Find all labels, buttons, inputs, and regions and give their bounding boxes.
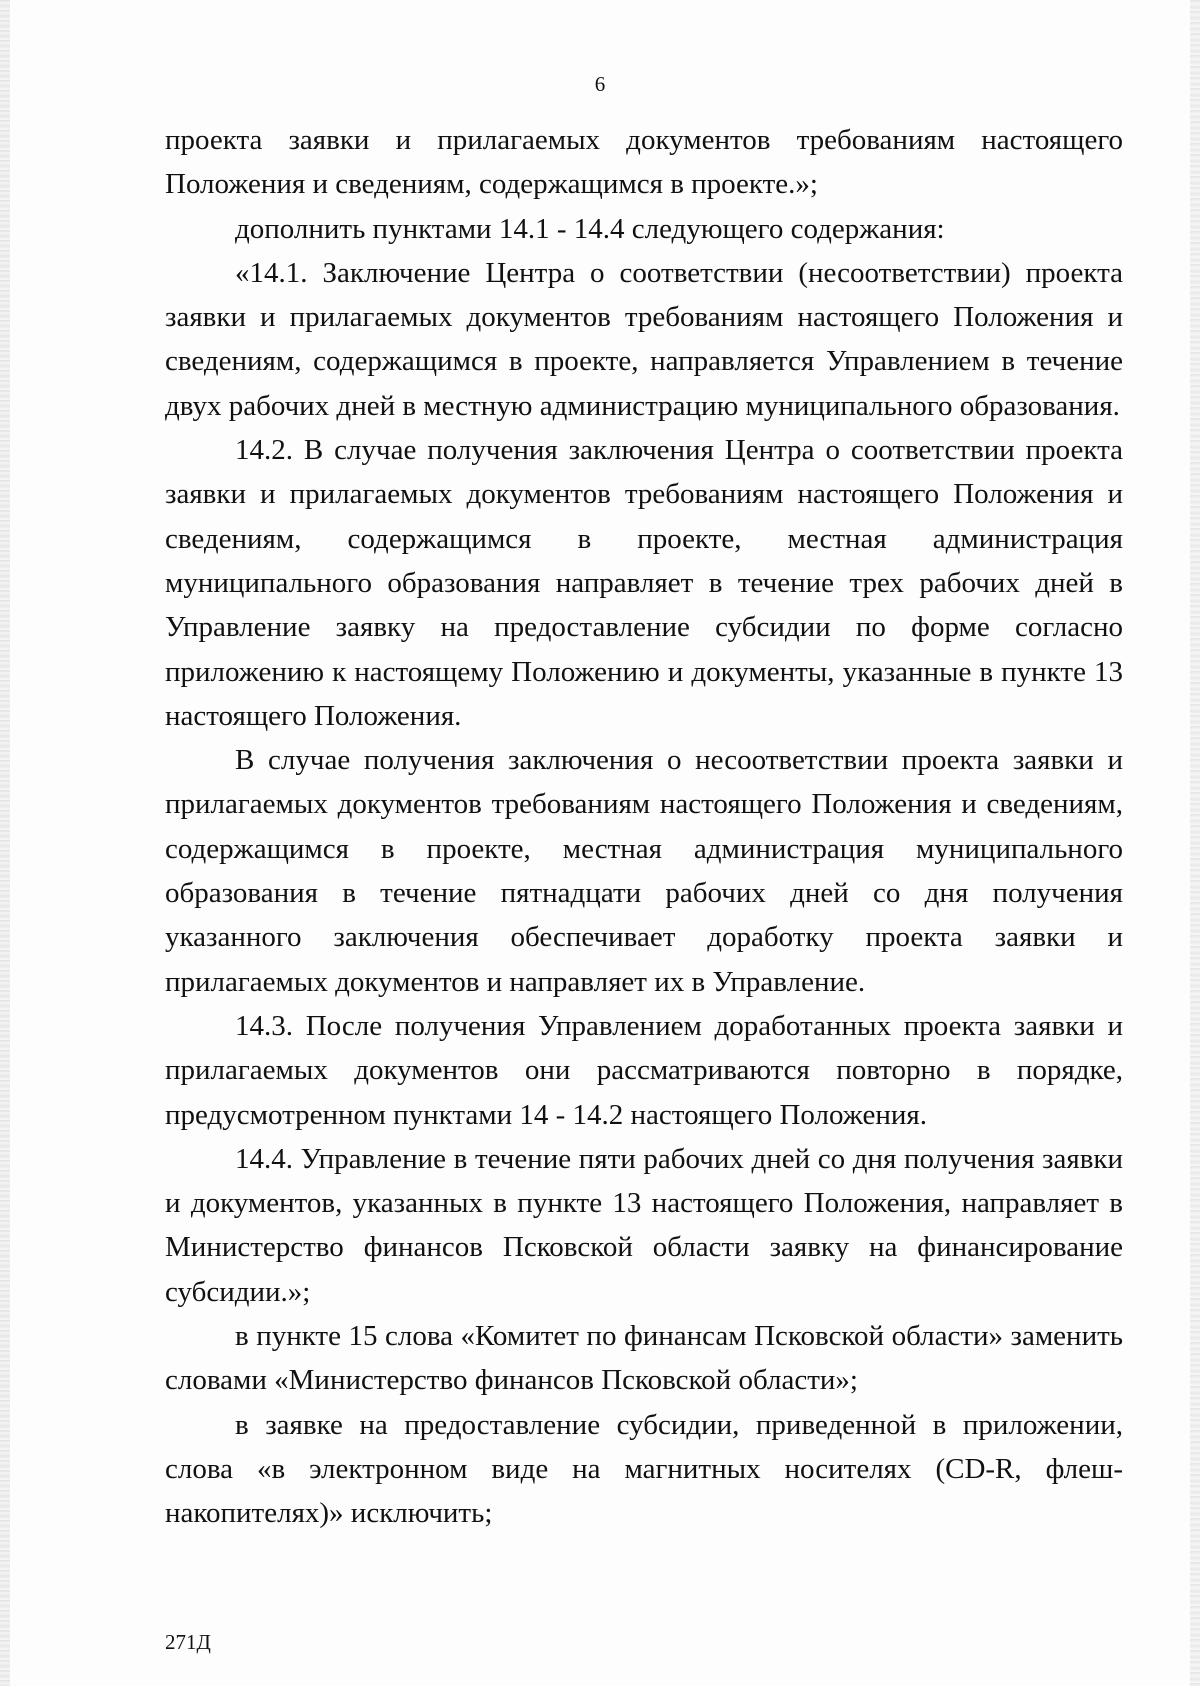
scan-right-edge	[1190, 0, 1200, 1686]
paragraph-14-3: 14.3. После получения Управлением доработанных проекта заявки и прилагаемых документов они рассматриваются повторно в порядке, предусмотренном пунктами 14 - 14.2 настоящего Положения.	[165, 1009, 1123, 1131]
paragraph-continuation: проекта заявки и прилагаемых документов требованиям настоящего Положения и сведениям, содержащимся в проекте.»;	[165, 124, 1123, 201]
page-number: 6	[594, 72, 606, 96]
paragraph-14-1: «14.1. Заключение Центра о соответствии (несоответствии) проекта заявки и прилагаемых документов требованиям настоящего Положения и сведениям, содержащимся в проекте, направляется Управлением в течение двух рабочих дней в местную администрацию муниципального образования.	[165, 256, 1123, 422]
paragraph-14-4: 14.4. Управление в течение пяти рабочих дней со дня получения заявки и документов, указанных в пункте 13 настоящего Положения, направляет в Министерство финансов Псковской области заявку на финансирование субсидии.»;	[165, 1142, 1123, 1308]
paragraph-14-2-nonconformity: В случае получения заключения о несоответствии проекта заявки и прилагаемых документов требованиям настоящего Положения и сведениям, содержащимся в проекте, местная администрация муниципального образования в течение пятнадцати рабочих дней со дня получения указанного заключения обеспечивает доработку проекта заявки и прилагаемых документов и направляет их в Управление.	[165, 744, 1123, 998]
paragraph-amendment-intro: дополнить пунктами 14.1 - 14.4 следующего содержания:	[235, 212, 945, 245]
document-body	[165, 118, 1123, 1536]
paragraph-item-15: в пункте 15 слова «Комитет по финансам Псковской области» заменить словами «Министерство финансов Псковской области»;	[165, 1320, 1123, 1397]
scan-left-edge	[0, 0, 10, 1686]
paragraph-application-form: в заявке на предоставление субсидии, приведенной в приложении, слова «в электронном виде на магнитных носителях (CD-R, флеш-накопителях)» исключить;	[165, 1408, 1123, 1530]
paragraph-14-2: 14.2. В случае получения заключения Центра о соответствии проекта заявки и прилагаемых документов требованиям настоящего Положения и сведениям, содержащимся в проекте, местная администрация муниципального образования направляет в течение трех рабочих дней в Управление заявку на предоставление субсидии по форме согласно приложению к настоящему Положению и документы, указанные в пункте 13 настоящего Положения.	[165, 434, 1123, 732]
document-code: 271Д	[165, 1630, 211, 1654]
